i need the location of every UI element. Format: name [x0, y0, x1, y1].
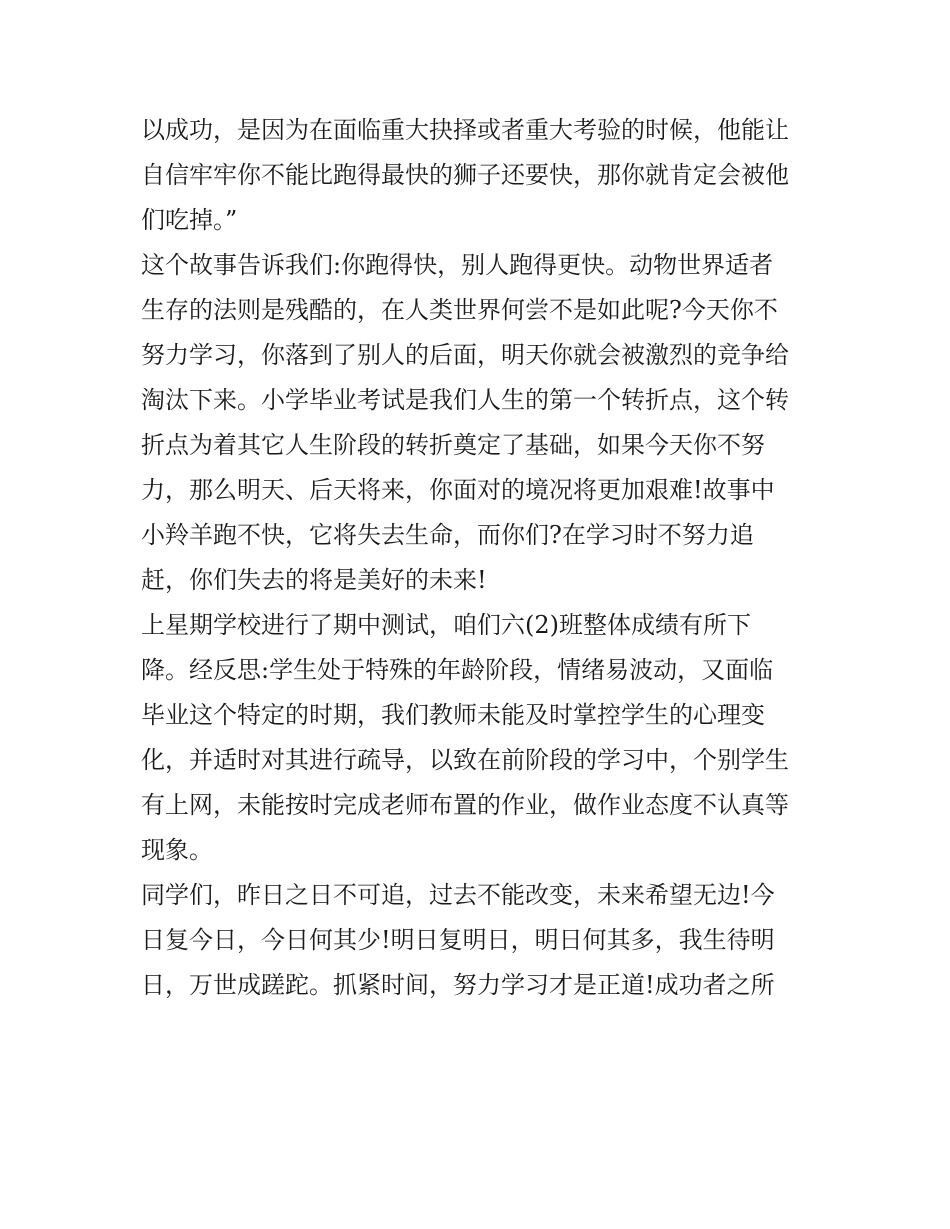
- text-line: 赶，你们失去的将是美好的未来!: [141, 566, 487, 594]
- text-line: 生存的法则是残酷的，在人类世界何尝不是如此呢?今天你不: [141, 296, 778, 324]
- text-line: 们吃掉。”: [141, 206, 238, 234]
- text-line: 上星期学校进行了期中测试，咱们六(2)班整体成绩有所下: [141, 611, 751, 639]
- text-line: 小羚羊跑不快，它将失去生命，而你们?在学习时不努力追: [141, 521, 754, 549]
- text-line: 淘汰下来。小学毕业考试是我们人生的第一个转折点，这个转: [141, 386, 789, 414]
- text-line: 同学们，昨日之日不可追，过去不能改变，未来希望无边!今: [141, 881, 775, 909]
- text-line: 降。经反思:学生处于特殊的年龄阶段，情绪易波动，又面临: [141, 656, 774, 684]
- text-line: 力，那么明天、后天将来，你面对的境况将更加艰难!故事中: [141, 476, 775, 504]
- text-line: 毕业这个特定的时期，我们教师未能及时掌控学生的心理变: [141, 701, 765, 729]
- text-line: 以成功，是因为在面临重大抉择或者重大考验的时候，他能让: [141, 116, 789, 144]
- text-line: 努力学习，你落到了别人的后面，明天你就会被激烈的竞争给: [141, 341, 789, 369]
- text-line: 日，万世成蹉跎。抓紧时间，努力学习才是正道!成功者之所: [141, 971, 775, 999]
- text-line: 日复今日，今日何其少!明日复明日，明日何其多，我生待明: [141, 926, 775, 954]
- text-line: 化，并适时对其进行疏导，以致在前阶段的学习中，个别学生: [141, 746, 789, 774]
- text-line: 有上网，未能按时完成老师布置的作业，做作业态度不认真等: [141, 791, 789, 819]
- document-body: [141, 108, 831, 1008]
- text-line: 现象。: [141, 836, 213, 864]
- text-line: 这个故事告诉我们:你跑得快，别人跑得更快。动物世界适者: [141, 251, 774, 279]
- text-line: 折点为着其它人生阶段的转折奠定了基础，如果今天你不努: [141, 431, 765, 459]
- text-line: 自信牢牢你不能比跑得最快的狮子还要快，那你就肯定会被他: [141, 161, 789, 189]
